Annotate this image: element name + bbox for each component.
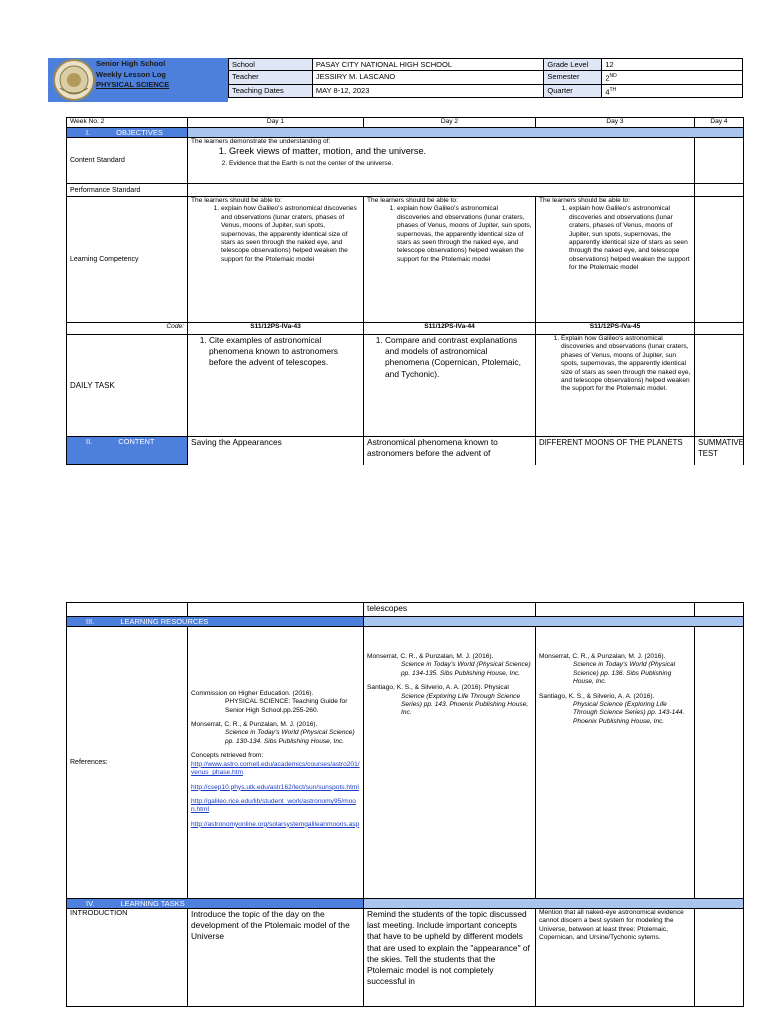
content-day3: DIFFERENT MOONS OF THE PLANETS <box>536 437 695 465</box>
header-row <box>229 71 743 85</box>
competency-item: 1. explain how Galileo's astronomical discoveries and observations (lunar craters, phases of Venus, moons of Jupiter, sun spots, supernovas, the apparently identical size of stars as seen through the naked eye, and telescope observations) helped weaken the support for the Ptolemaic model <box>569 205 691 272</box>
reference-link[interactable]: http://astronomyonline.org/solarsystemgalileanmoons.asp <box>191 820 360 828</box>
reference-link[interactable]: http://galileo.rice.edu/lib/student_work/astronomy95/moon.html <box>191 797 356 814</box>
title-text <box>96 59 226 91</box>
header-label: Teaching Dates <box>229 84 313 98</box>
performance-standard-label: Performance Standard <box>67 184 188 197</box>
header-label: Semester <box>544 71 602 85</box>
day-header: Day 1 <box>188 118 364 128</box>
tasks-band <box>67 899 744 909</box>
daily-task-label: DAILY TASK <box>67 335 188 437</box>
title-line-1: Senior High School <box>96 59 166 68</box>
objectives-band <box>67 128 744 138</box>
reference-link[interactable]: http://www.astro.cornell.edu/academics/courses/astro201/venus_phase.htm <box>191 760 360 777</box>
resources-band <box>67 617 744 627</box>
content-day2: Astronomical phenomena known to astronomers before the advent of <box>364 437 536 465</box>
code-label: Code: <box>67 323 188 335</box>
header-info-table <box>228 58 743 98</box>
day-header: Day 3 <box>536 118 695 128</box>
content-standard-item: 1. Greek views of matter, motion, and the universe. <box>229 146 691 157</box>
week-label: Week No. 2 <box>67 118 188 128</box>
header-label: Teacher <box>229 71 313 85</box>
header-row <box>229 59 743 71</box>
competency-day2: The learners should be able to: 1. explain how Galileo's astronomical discoveries and observations (lunar craters, phases of Venus, moons of Jupiter, sun spots, supernovas, the apparently identical size of stars as seen through the naked eye, and telescope observations) helped weaken the support for the Ptolemaic model <box>364 197 536 323</box>
introduction-label: INTRODUCTION <box>67 909 188 1007</box>
competency-item: 1. explain how Galileo's astronomical discoveries and observations (lunar craters, phases of Venus, moons of Jupiter, sun spots, supernovas, the apparently identical size of stars as seen through the naked eye, and telescope observations) helped weaken the support for the Ptolemaic model <box>221 205 360 264</box>
section-heading: I. OBJECTIVES <box>67 128 188 138</box>
content-standard-intro: The learners demonstrate the understanding of: <box>191 138 331 145</box>
introduction-day2: Remind the students of the topic discussed last meeting. Include important concepts that have to be upheld by different models that are used to explain the "appearance" of the skies. Tell the students that the Ptolemaic model is not completely successful in <box>364 909 536 1007</box>
references-label: References: <box>67 627 188 899</box>
daily-task-day3 <box>536 335 695 437</box>
school-seal-icon <box>52 58 96 102</box>
title-line-2: Weekly Lesson Log <box>96 69 166 79</box>
section-heading: III. LEARNING RESOURCES <box>67 617 364 627</box>
introduction-day3: Mention that all naked-eye astronomical evidence cannot discern a best system for modeling the Universe, between at least three: Ptolemaic, Copernican, and Ursine/Tychonic sytems. <box>536 909 695 1007</box>
content-standard-item: 2. Evidence that the Earth is not the center of the universe. <box>229 158 691 168</box>
daily-task-day1 <box>188 335 364 437</box>
lesson-log-table-1 <box>66 117 744 465</box>
daily-task-item: 1. Explain how Galileo's astronomical discoveries and observations (lunar craters, phases of Venus, moons of Jupiter, sun spots, supernovas, the apparently identical size of stars as seen through the naked eye, and telescope observations) helped weaken the support for the Ptolemaic model. <box>561 335 691 394</box>
header-row <box>229 84 743 98</box>
content-standard-cell <box>188 138 695 184</box>
daily-task-item: 1. Cite examples of astronomical phenomena known to astronomers before the advent of telescopes. <box>209 335 360 369</box>
competency-day1: The learners should be able to: 1. explain how Galileo's astronomical discoveries and observations (lunar craters, phases of Venus, moons of Jupiter, sun spots, supernovas, the apparently identical size of stars as seen through the naked eye, and telescope observations) helped weaken the support for the Ptolemaic model <box>188 197 364 323</box>
learning-competency-label: Learning Competency <box>67 197 188 323</box>
reference-link[interactable]: http://csep10.phys.utk.edu/astr162/lect/sun/sunspots.html <box>191 783 359 791</box>
semester-value: 2 <box>605 73 610 83</box>
quarter-value: 4 <box>605 87 610 96</box>
references-day3: Monserrat, C. R., & Punzalan, M. J. (2016). Science in Today's World (Physical Science) pp. 136. Sibs Publishing House, Inc. Santiago, K. S., & Silverio, A. A. (2016). Physical Science (Exploring Life Through Science Series) pp. 143-144. Phoenix Publishing House, Inc. <box>536 627 695 899</box>
day-header: Day 4 <box>695 118 744 128</box>
header-label: Grade Level <box>544 59 602 71</box>
competency-item: 1. explain how Galileo's astronomical discoveries and observations (lunar craters, phases of Venus, moons of Jupiter, sun spots, supernovas, the apparently identical size of stars as seen through the naked eye, and telescope observations) helped weaken the support for the Ptolemaic model <box>397 205 532 264</box>
header-label: School <box>229 59 313 71</box>
code-value: S11/12PS-IVa-43 <box>188 323 364 335</box>
header-value <box>602 84 743 98</box>
quarter-suffix: TH <box>609 86 617 93</box>
introduction-day1: Introduce the topic of the day on the development of the Ptolemaic model of the Universe <box>188 909 364 1007</box>
content-day2-continued: telescopes <box>364 603 536 617</box>
content-standard-label: Content Standard <box>67 138 188 184</box>
daily-task-item: 1. Compare and contrast explanations and models of astronomical phenomena (Copernican, Ptolemaic, and Tychonic). <box>385 335 532 380</box>
header-value: 12 <box>602 59 743 71</box>
day-header: Day 2 <box>364 118 536 128</box>
lesson-log-table-2 <box>66 602 744 1007</box>
daily-task-day2 <box>364 335 536 437</box>
content-day4: SUMMATIVE TEST <box>695 437 744 465</box>
semester-suffix: ND <box>609 73 617 79</box>
code-value: S11/12PS-IVa-45 <box>536 323 695 335</box>
header-value: MAY 8-12, 2023 <box>312 84 544 98</box>
title-line-3: PHYSICAL SCIENCE <box>96 80 170 89</box>
header-value: PASAY CITY NATIONAL HIGH SCHOOL <box>312 59 544 71</box>
content-day1: Saving the Appearances <box>188 437 364 465</box>
header-value <box>602 71 743 85</box>
header-label: Quarter <box>544 84 602 98</box>
header-value: JESSIRY M. LASCANO <box>312 71 544 85</box>
section-heading: IV. LEARNING TASKS <box>67 899 364 909</box>
competency-day3: The learners should be able to: 1. explain how Galileo's astronomical discoveries and observations (lunar craters, phases of Venus, moons of Jupiter, sun spots, supernovas, the apparently identical size of stars as seen through the naked eye, and telescope observations) helped weaken the support for the Ptolemaic model <box>536 197 695 323</box>
references-day2: Monserrat, C. R., & Punzalan, M. J. (2016). Science in Today's World (Physical Science) pp. 134-135. Sibs Publishing House, Inc. Santiago, K. S., & Silverio, A. A. (2016). Physical Science (Exploring Life Through Science Series) pp. 143. Phoenix Publishing House, Inc. <box>364 627 536 899</box>
code-value: S11/12PS-IVa-44 <box>364 323 536 335</box>
content-heading: II. CONTENT <box>67 437 188 465</box>
references-day1: Commission on Higher Education. (2016). PHYSICAL SCIENCE: Teaching Guide for Senior High School.pp.255-260. Monserrat, C. R., & Punzalan, M. J. (2016). Science in Today's World (Physical Science) pp. 130-134. Sibs Publishing House, Inc. Concepts retrieved from: http://www.astro.cornell.edu/academics/courses/astro201/venus_phase.htm http://csep10.phys.utk.edu/astr162/lect/sun/sunspots.html http://galileo.rice.edu/lib/student_work/astronomy95/moon.html http://astronomyonline.org/solarsystemgalileanmoons.asp <box>188 627 364 899</box>
